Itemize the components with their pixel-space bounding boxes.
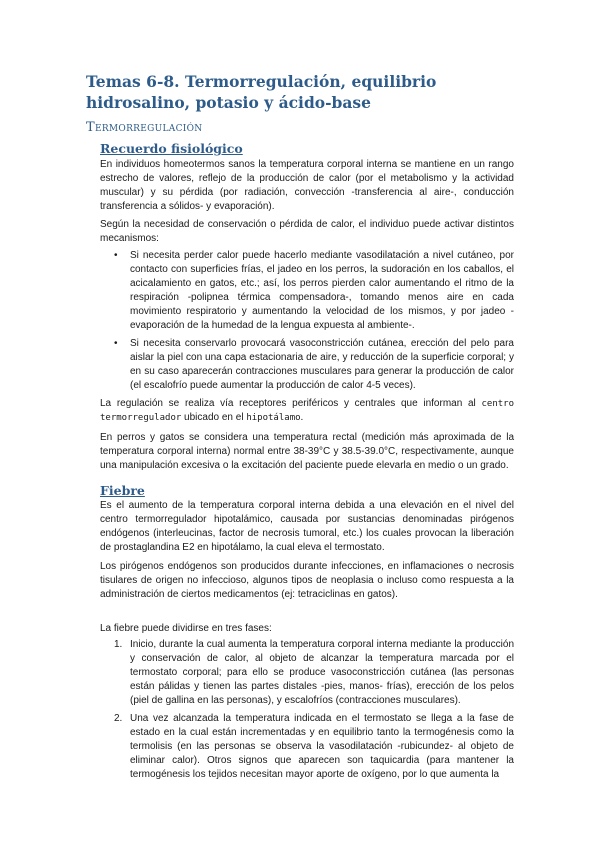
recuerdo-paragraph-4: En perros y gatos se considera una temperatura rectal (medición más aproximada de la temperatura corporal interna) normal entre 38-39°C y 38.5-39.0°C, respectivamente, aunque una manipulación excesiva o la excitación del paciente puede elevarla en medio o un grado. [100,432,514,471]
term-centro-termorregulador: centro termorregulador [100,399,514,423]
fever-phases-list [100,638,514,786]
list-item: • Si necesita perder calor puede hacerlo mediante vasodilatación a nivel cutáneo, por contacto con superficies frías, el jadeo en los perros, la sudoración en los caballos, el acicalamiento en gatos, etc.; así, los perros pierden calor aumentando el ritmo de la respiración -polipnea térmica compensadora-, tomando menos aire en cada movimiento respiratorio y aumentando la velocidad de los mismos, y por jadeo - evaporación de la humedad de la lengua expuesta al ambiente-. [114,250,514,331]
term-hipotalamo: hipotálamo [246,413,301,423]
recuerdo-paragraph-1: En individuos homeotermos sanos la temperatura corporal interna se mantiene en un rango estrecho de valores, reflejo de la producción de calor (por el metabolismo y la actividad muscular) y su pérdida (por radiación, convección -transferencia al aire-, conducción transferencia a sólidos- y evaporación). [100,159,514,212]
recuerdo-paragraph-3: La regulación se realiza vía receptores periféricos y centrales que informan al centro termorregulador ubicado en el hipotálamo. [100,398,514,423]
list-number: 1. [114,639,123,650]
list-item: • Si necesita conservarlo provocará vasoconstricción cutánea, erección del pelo para aislar la piel con una capa estacionaria de aire, y reducción de la superficie corporal; y en su caso aparecerán contracciones musculares para generar la producción de calor (el escalofrío puede aumentar la producción de calor 4-5 veces). [114,338,514,391]
subheading-recuerdo: Recuerdo fisiológico [100,141,243,156]
bullet-icon: • [114,250,118,261]
fiebre-paragraph-3: La fiebre puede dividirse en tres fases: [100,623,272,634]
subheading-fiebre: Fiebre [100,483,145,498]
bullet-icon: • [114,338,118,349]
fiebre-paragraph-1: Es el aumento de la temperatura corporal interna debida a una elevación en el nivel del centro termorregulador hipotalámico, causada por sustancias denominadas pirógenos endógenos (interleucinas, factor de necrosis tumoral, etc.) los cuales provocan la liberación de prostaglandina E2 en hipotálamo, la cual eleva el termostato. [100,500,514,553]
list-item: 1. Inicio, durante la cual aumenta la temperatura corporal interna mediante la producción y conservación de calor, al objeto de alcanzar la temperatura marcada por el termostato corporal; para ello se produce vasoconstricción cutánea (las personas están pálidas y tienen las partes distales -pies, manos- frías), erección de los pelos (piel de gallina en las personas), y escalofríos (contracciones musculares). [114,639,514,706]
fiebre-paragraph-2: Los pirógenos endógenos son producidos durante infecciones, en inflamaciones o necrosis tisulares de origen no infeccioso, algunos tipos de neoplasia o incluso como respuesta a la administración de ciertos medicamentos (ej: tetraciclinas en gatos). [100,561,514,600]
list-number: 2. [114,713,123,724]
list-item: 2. Una vez alcanzada la temperatura indicada en el termostato se llega a la fase de estado en la cual están incrementadas y en equilibrio tanto la termogénesis como la termolisis (en las personas se observa la vasodilatación -rubicundez- al objeto de eliminar calor). Otros signos que aparecen son taquicardia (para mantener la termogénesis los tejidos necesitan mayor aporte de oxígeno, por lo que aumenta la [114,713,514,780]
document-title: Temas 6-8. Termorregulación, equilibrio hidrosalino, potasio y ácido-base [86,72,437,112]
recuerdo-paragraph-2: Según la necesidad de conservación o pérdida de calor, el individuo puede activar distintos mecanismos: [100,219,514,244]
section-heading-termorregulacion: Termorregulación [86,120,203,135]
mechanisms-list [100,249,514,397]
